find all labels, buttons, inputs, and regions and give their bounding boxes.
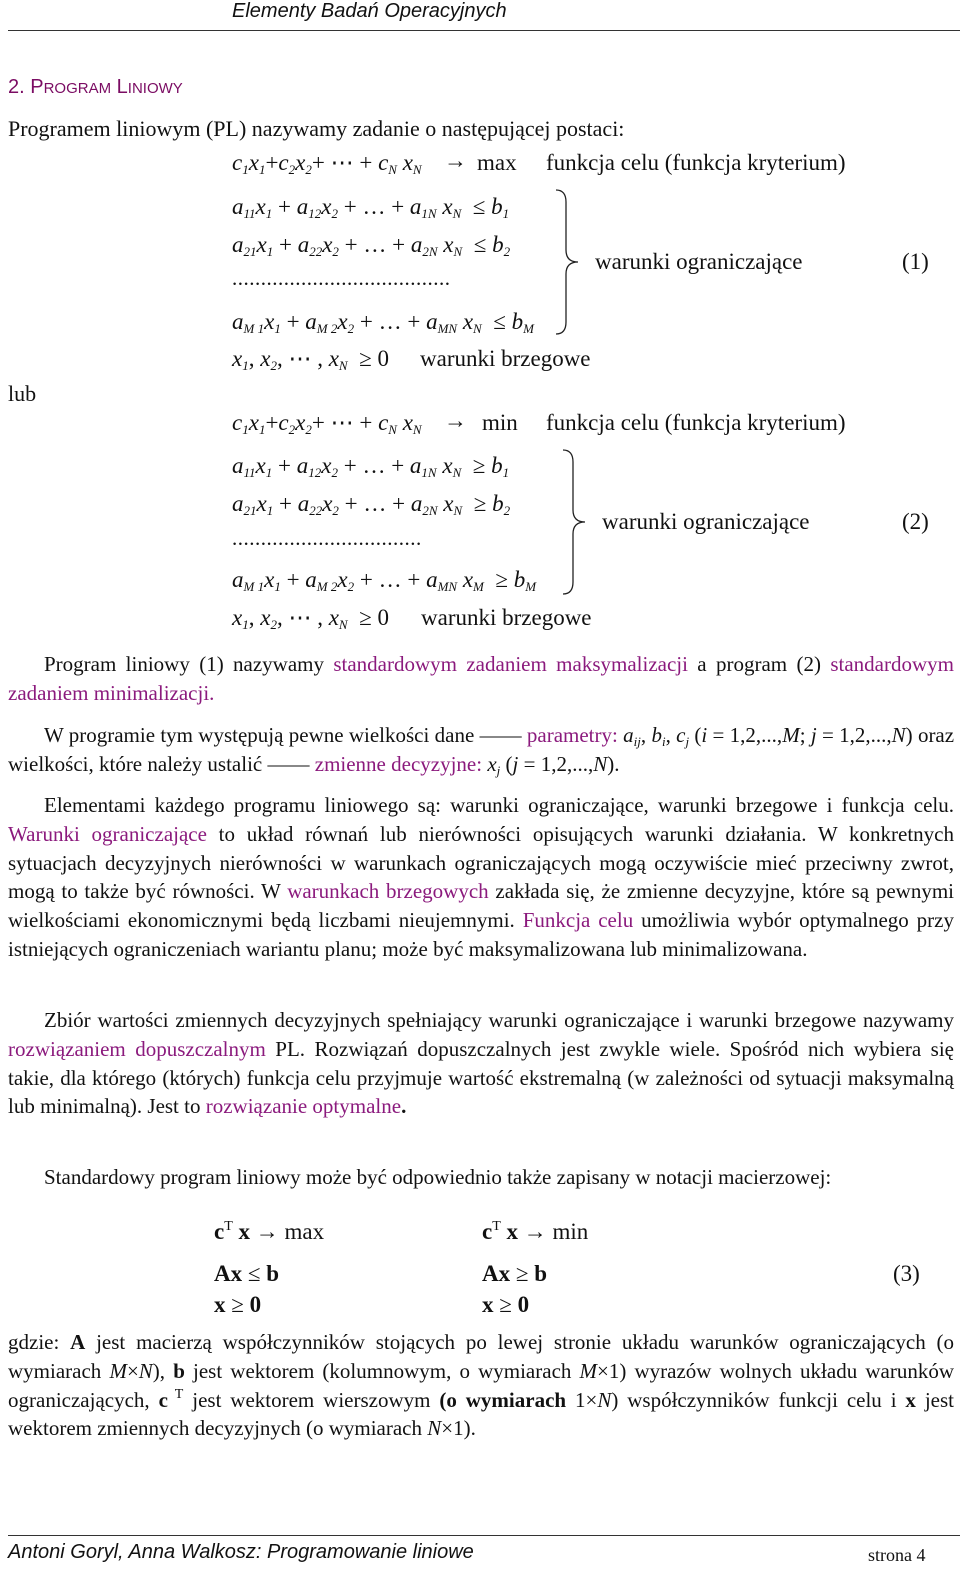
section-heading: 2. PROGRAM LINIOWY xyxy=(8,76,183,98)
constraints-label: warunki ograniczające xyxy=(595,249,803,274)
matrix-constraint-max: Ax ≤ b xyxy=(214,1261,280,1286)
equation-number: (1) xyxy=(902,249,929,274)
paragraph-5: Standardowy program liniowy może być odpowiednio także zapisany w notacji macierzowej: xyxy=(44,1165,832,1189)
constraint-row-m: $a_{M 1}x_1 + a_{M 2}x_2$ + … + $a_{MN}$ $x_N \le b_M$ xyxy=(232,309,534,336)
bounds-label: warunki brzegowe xyxy=(421,605,592,630)
paragraph-2: W programie tym występują pewne wielkości dane —— parametry: $a_{ij}$, $b_i$, $c_j$ (i = 1,2,...,M; j = 1,2,...,N) oraz wielkości, które należy ustalić —— zmienne decyzyjne: $x_j$ (j = 1,2,...,N). xyxy=(8,723,955,778)
objective-label: funkcja celu (funkcja kryterium) xyxy=(546,410,846,435)
matrix-constraint-min: Ax ≥ b xyxy=(482,1261,548,1286)
objective-direction: min xyxy=(482,410,518,435)
footer-rule xyxy=(8,1535,960,1536)
objective-direction: max xyxy=(477,150,517,175)
constraint-row-1: $a_{11}x_1 + a_{12}x_2$ + … + $a_{1N}$ $x_N \ge b_1$ xyxy=(232,453,510,480)
page-number: strona 4 xyxy=(868,1545,926,1565)
arrow-icon: → xyxy=(444,148,467,173)
paragraph-1: Program liniowy (1) nazywamy standardowym zadaniem maksymalizacji a program (2) standardowym zadaniem minimalizacji. xyxy=(8,652,954,705)
running-header: Elementy Badań Operacyjnych xyxy=(232,0,507,22)
matrix-objective-max: $c^T$ x → max xyxy=(214,1219,325,1244)
bounds-row: $x_1$, $x_2$, ⋯ , $x_N \ge 0$ xyxy=(232,346,389,373)
dots-row: ................................. xyxy=(232,526,422,550)
objective-2: $c_1x_1+c_2x_2+$ ⋯ + $c_N$ $x_N$ xyxy=(232,410,422,437)
paragraph-6: gdzie: A jest macierzą współczynników stojących po lewej stronie układu warunków ograniczających (o wymiarach M×N), b jest wektorem (kolumnowym, o wymiarach M×1) wyrazów wolnych układu warunków ograniczających, c $^T$ jest wektorem wierszowym (o wymiarach 1×N) współczynników funkcji celu i x jest wektorem zmiennych decyzyjnych (o wymiarach N×1). xyxy=(8,1330,954,1441)
matrix-bounds-max: x ≥ 0 xyxy=(214,1292,262,1317)
bounds-label: warunki brzegowe xyxy=(420,346,591,371)
intro-text: Programem liniowym (PL) nazywamy zadanie o następującej postaci: xyxy=(8,116,625,141)
dots-row: ...................................... xyxy=(232,266,451,290)
lub-text: lub xyxy=(8,381,37,406)
brace-icon xyxy=(555,448,595,598)
header-rule xyxy=(8,30,960,31)
footer-authors: Antoni Goryl, Anna Walkosz: Programowanie liniowe xyxy=(8,1541,474,1563)
brace-icon xyxy=(548,188,588,338)
constraint-row-m: $a_{M 1}x_1 + a_{M 2}x_2$ + … + $a_{MN}$ $x_M \ge b_M$ xyxy=(232,567,537,594)
objective-label: funkcja celu (funkcja kryterium) xyxy=(546,150,846,175)
arrow-icon: → xyxy=(444,408,467,433)
objective-1: $c_1x_1+c_2x_2+$ ⋯ + $c_N$ $x_N$ xyxy=(232,150,422,177)
equation-number: (3) xyxy=(893,1261,920,1286)
constraint-row-2: $a_{21}x_1 + a_{22}x_2$ + … + $a_{2N}$ $x_N \ge b_2$ xyxy=(232,491,511,518)
matrix-objective-min: $c^T$ x → min xyxy=(482,1219,589,1244)
equation-number: (2) xyxy=(902,509,929,534)
bounds-row: $x_1$, $x_2$, ⋯ , $x_N \ge 0$ xyxy=(232,605,389,632)
constraints-label: warunki ograniczające xyxy=(602,509,810,534)
paragraph-3: Elementami każdego programu liniowego są: warunki ograniczające, warunki brzegowe i funkcja celu. Warunki ograniczające to układ równań lub nierówności opisujących warunki działania. W konkretnych sytuacjach decyzyjnych nierówności w warunkach ograniczających mogą oczywiście mieć przeciwny zwrot, mogą to także być równości. W warunkach brzegowych zakłada się, że zmienne decyzyjne, które są pewnymi wielkościami ekonomicznymi będą liczbami nieujemnymi. Funkcja celu umożliwia wybór optymalnego przy istniejących ograniczeniach wariantu planu; może być maksymalizowana lub minimalizowana. xyxy=(8,793,954,961)
matrix-bounds-min: x ≥ 0 xyxy=(482,1292,530,1317)
paragraph-4: Zbiór wartości zmiennych decyzyjnych spełniający warunki ograniczające i warunki brzegowe nazywamy rozwiązaniem dopuszczalnym PL. Rozwiązań dopuszczalnych jest zwykle wiele. Spośród nich wybiera się takie, dla którego (których) funkcja celu przyjmuje wartość ekstremalną (w zależności od sytuacji maksymalną lub minimalną). Jest to rozwiązanie optymalne. xyxy=(8,1008,954,1119)
constraint-row-2: $a_{21}x_1 + a_{22}x_2$ + … + $a_{2N}$ $x_N \le b_2$ xyxy=(232,232,511,259)
constraint-row-1: $a_{11}x_1 + a_{12}x_2$ + … + $a_{1N}$ $x_N \le b_1$ xyxy=(232,194,510,221)
